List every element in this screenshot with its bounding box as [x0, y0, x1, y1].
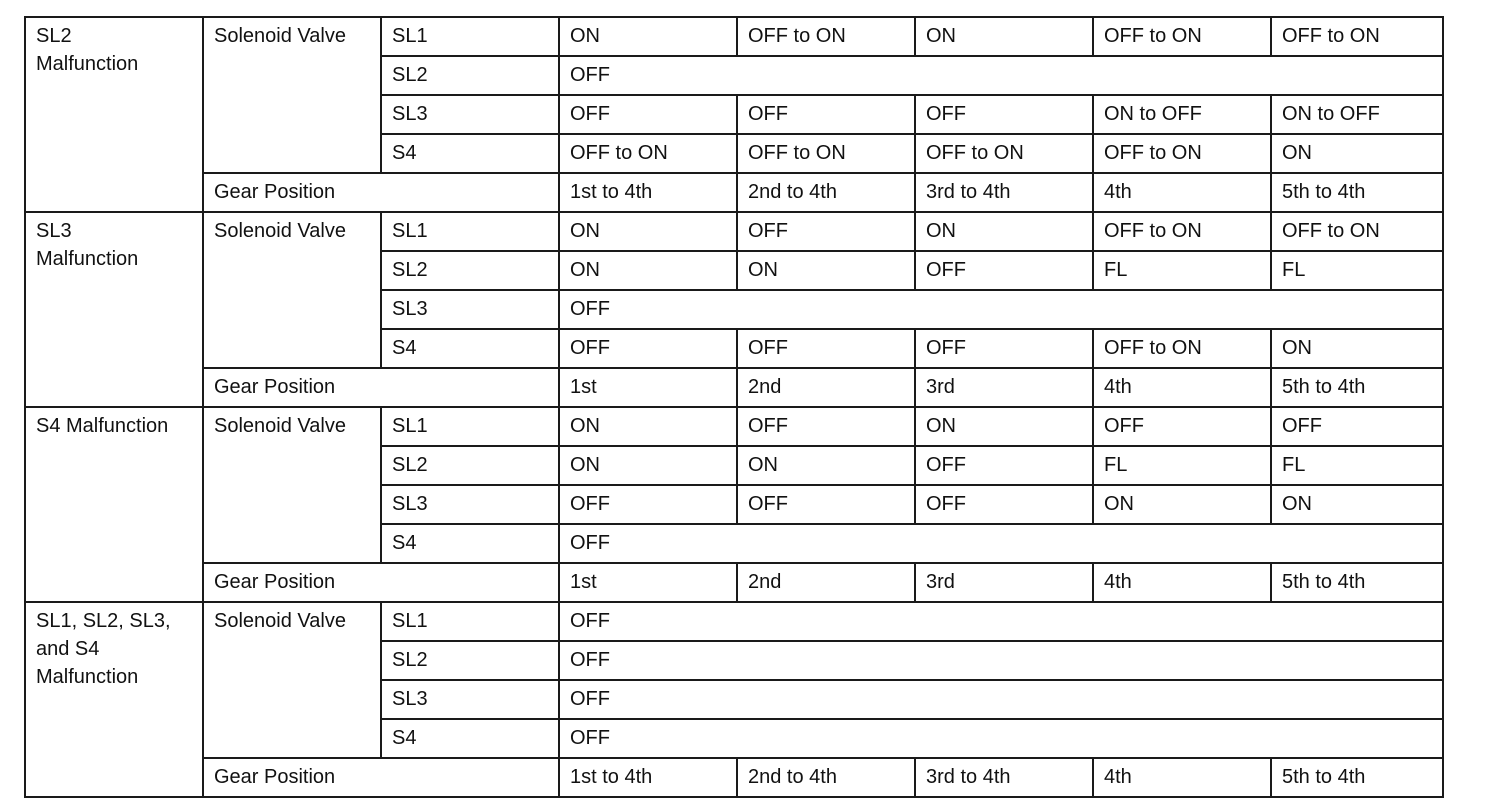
- valve-state-cell: OFF: [559, 602, 1443, 641]
- valve-state-cell: OFF: [737, 485, 915, 524]
- solenoid-malfunction-table: [24, 16, 1444, 798]
- gear-position-cell: 5th to 4th: [1271, 563, 1443, 602]
- valve-state-cell: FL: [1093, 251, 1271, 290]
- valve-name: SL1: [381, 17, 559, 56]
- valve-name: SL1: [381, 212, 559, 251]
- valve-state-cell: ON: [1093, 485, 1271, 524]
- valve-state-cell: OFF: [559, 290, 1443, 329]
- valve-state-cell: OFF to ON: [915, 134, 1093, 173]
- valve-state-cell: OFF: [559, 719, 1443, 758]
- malfunction-group-label: S4 Malfunction: [25, 407, 203, 602]
- gear-position-cell: 1st: [559, 368, 737, 407]
- valve-state-cell: OFF: [559, 641, 1443, 680]
- valve-state-cell: ON to OFF: [1093, 95, 1271, 134]
- valve-state-cell: OFF to ON: [1093, 134, 1271, 173]
- solenoid-valve-label: Solenoid Valve: [203, 407, 381, 563]
- gear-position-cell: 1st: [559, 563, 737, 602]
- gear-position-cell: 2nd: [737, 368, 915, 407]
- valve-state-cell: OFF: [559, 524, 1443, 563]
- gear-position-cell: 1st to 4th: [559, 173, 737, 212]
- gear-position-cell: 1st to 4th: [559, 758, 737, 797]
- valve-state-cell: ON to OFF: [1271, 95, 1443, 134]
- valve-state-cell: OFF: [737, 95, 915, 134]
- gear-position-cell: 2nd: [737, 563, 915, 602]
- gear-position-cell: 5th to 4th: [1271, 173, 1443, 212]
- valve-state-cell: OFF to ON: [1093, 17, 1271, 56]
- valve-name: SL3: [381, 680, 559, 719]
- valve-state-cell: OFF: [737, 212, 915, 251]
- valve-name: S4: [381, 524, 559, 563]
- valve-state-cell: OFF: [737, 329, 915, 368]
- table-row: [25, 758, 1443, 797]
- valve-state-cell: ON: [559, 446, 737, 485]
- valve-state-cell: OFF: [559, 680, 1443, 719]
- valve-name: SL2: [381, 56, 559, 95]
- valve-state-cell: OFF: [1093, 407, 1271, 446]
- table-row: [25, 17, 1443, 56]
- valve-state-cell: ON: [1271, 134, 1443, 173]
- valve-state-cell: OFF: [559, 95, 737, 134]
- valve-state-cell: FL: [1093, 446, 1271, 485]
- gear-position-cell: 2nd to 4th: [737, 173, 915, 212]
- gear-position-cell: 4th: [1093, 563, 1271, 602]
- valve-state-cell: ON: [559, 407, 737, 446]
- gear-position-label: Gear Position: [203, 563, 559, 602]
- valve-state-cell: OFF to ON: [1271, 17, 1443, 56]
- valve-state-cell: ON: [915, 17, 1093, 56]
- gear-position-cell: 2nd to 4th: [737, 758, 915, 797]
- valve-state-cell: OFF: [1271, 407, 1443, 446]
- valve-state-cell: FL: [1271, 446, 1443, 485]
- valve-state-cell: ON: [559, 212, 737, 251]
- solenoid-valve-label: Solenoid Valve: [203, 17, 381, 173]
- valve-state-cell: ON: [1271, 329, 1443, 368]
- valve-state-cell: OFF to ON: [559, 134, 737, 173]
- valve-state-cell: OFF: [737, 407, 915, 446]
- valve-state-cell: ON: [737, 251, 915, 290]
- valve-state-cell: OFF: [915, 95, 1093, 134]
- table-row: [25, 173, 1443, 212]
- valve-state-cell: ON: [559, 17, 737, 56]
- malfunction-group-label: SL2 Malfunction: [25, 17, 203, 212]
- valve-name: S4: [381, 719, 559, 758]
- gear-position-cell: 4th: [1093, 173, 1271, 212]
- valve-name: SL2: [381, 641, 559, 680]
- gear-position-cell: 3rd: [915, 368, 1093, 407]
- valve-state-cell: ON: [559, 251, 737, 290]
- valve-state-cell: OFF to ON: [737, 134, 915, 173]
- valve-state-cell: OFF: [915, 485, 1093, 524]
- valve-state-cell: OFF to ON: [1093, 212, 1271, 251]
- gear-position-cell: 4th: [1093, 758, 1271, 797]
- valve-state-cell: ON: [737, 446, 915, 485]
- valve-name: SL3: [381, 95, 559, 134]
- table-row: [25, 212, 1443, 251]
- valve-state-cell: OFF: [915, 251, 1093, 290]
- table-row: [25, 368, 1443, 407]
- gear-position-label: Gear Position: [203, 368, 559, 407]
- solenoid-valve-label: Solenoid Valve: [203, 602, 381, 758]
- gear-position-label: Gear Position: [203, 758, 559, 797]
- valve-name: SL1: [381, 602, 559, 641]
- gear-position-cell: 3rd: [915, 563, 1093, 602]
- gear-position-cell: 3rd to 4th: [915, 758, 1093, 797]
- solenoid-valve-label: Solenoid Valve: [203, 212, 381, 368]
- valve-state-cell: ON: [915, 212, 1093, 251]
- valve-state-cell: OFF: [915, 329, 1093, 368]
- valve-name: SL3: [381, 485, 559, 524]
- valve-name: SL3: [381, 290, 559, 329]
- valve-name: S4: [381, 134, 559, 173]
- valve-state-cell: OFF: [915, 446, 1093, 485]
- malfunction-group-label: SL1, SL2, SL3, and S4 Malfunction: [25, 602, 203, 797]
- valve-name: SL1: [381, 407, 559, 446]
- table-row: [25, 563, 1443, 602]
- valve-state-cell: FL: [1271, 251, 1443, 290]
- valve-state-cell: OFF: [559, 329, 737, 368]
- gear-position-cell: 5th to 4th: [1271, 368, 1443, 407]
- valve-state-cell: OFF to ON: [737, 17, 915, 56]
- malfunction-group-label: SL3 Malfunction: [25, 212, 203, 407]
- valve-state-cell: OFF to ON: [1093, 329, 1271, 368]
- table-row: [25, 602, 1443, 641]
- gear-position-cell: 4th: [1093, 368, 1271, 407]
- valve-name: S4: [381, 329, 559, 368]
- valve-state-cell: OFF: [559, 56, 1443, 95]
- valve-name: SL2: [381, 446, 559, 485]
- gear-position-cell: 5th to 4th: [1271, 758, 1443, 797]
- gear-position-cell: 3rd to 4th: [915, 173, 1093, 212]
- valve-state-cell: OFF: [559, 485, 737, 524]
- valve-state-cell: ON: [1271, 485, 1443, 524]
- table-row: [25, 407, 1443, 446]
- valve-name: SL2: [381, 251, 559, 290]
- valve-state-cell: ON: [915, 407, 1093, 446]
- valve-state-cell: OFF to ON: [1271, 212, 1443, 251]
- gear-position-label: Gear Position: [203, 173, 559, 212]
